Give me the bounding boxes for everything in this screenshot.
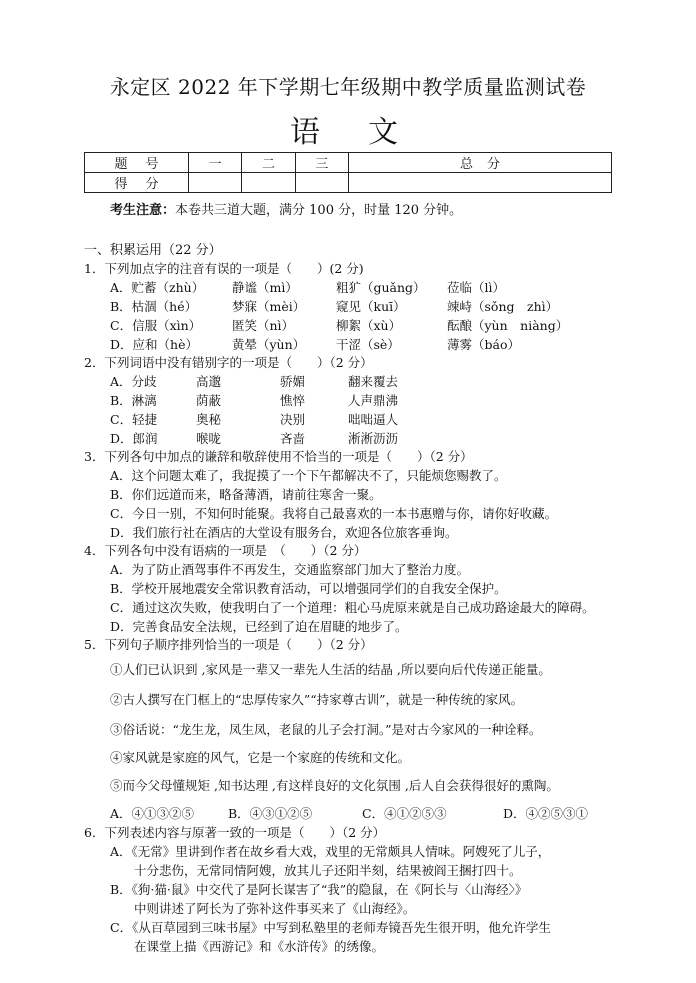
- option: 柳絮（xù）: [336, 318, 402, 333]
- option: B．你们远道而来，略备薄酒，请前往寒舍一聚。: [110, 487, 382, 502]
- option: 梦寐（mèi）: [232, 299, 306, 314]
- score-cell: 总分: [349, 153, 612, 173]
- sentence: ⑤而今父母懂规矩 ,知书达理 ,有这样良好的文化氛围 ,后人自会获得很好的熏陶。: [110, 778, 559, 793]
- question-stem: 4．下列各句中没有语病的一项是 （ ）（2 分）: [84, 543, 367, 558]
- question-stem: 3．下列各句中加点的谦辞和敬辞使用不恰当的一项是（ ）（2 分）: [84, 449, 473, 464]
- question-stem: 2．下列词语中没有错别字的一项是（ ）（2 分）: [84, 355, 373, 370]
- option: 静谧（mì）: [232, 280, 298, 295]
- option: A．这个问题太难了，我捉摸了一个下午都解决不了，只能烦您赐教了。: [110, 468, 507, 483]
- option: B．《狗·猫·鼠》中交代了是阿长谋害了“我”的隐鼠，在《阿长与〈山海经〉》: [110, 882, 528, 897]
- question-stem: 1．下列加点字的注音有误的一项是（ ）(2 分): [84, 261, 364, 276]
- option: B．学校开展地震安全常识教育活动，可以增强同学们的自我安全保护。: [110, 581, 507, 596]
- option: A．贮蓄（zhù）: [110, 280, 205, 295]
- option: 干涩（sè）: [336, 337, 400, 352]
- option: 薄雾（báo）: [447, 337, 520, 352]
- score-cell: 得分: [85, 173, 189, 193]
- question-stem: 5．下列句子顺序排列恰当的一项是（ ）（2 分）: [84, 637, 373, 652]
- option: D．完善食品安全法规，已经到了迫在眉睫的地步了。: [110, 619, 408, 634]
- option: 淅淅沥沥: [348, 431, 399, 446]
- option: 粗犷（guǎng）: [336, 280, 426, 295]
- question-stem: 6．下列表述内容与原著一致的一项是（ ）（2 分）: [84, 825, 386, 840]
- option: 决别: [280, 412, 306, 427]
- option: A．④①③②⑤: [110, 806, 195, 821]
- option: 吝啬: [280, 431, 306, 446]
- score-input-cell: [242, 173, 295, 193]
- option: 憔悴: [280, 393, 306, 408]
- option-continuation: 在课堂上描《西游记》和《水浒传》的绣像。: [134, 939, 385, 954]
- option: D．郎润: [110, 431, 158, 446]
- option: 黄晕（yùn）: [232, 337, 306, 352]
- option: 酝酿（yùn niàng）: [447, 318, 569, 333]
- score-cell: 题号: [85, 153, 189, 173]
- option: D．应和（hè）: [110, 337, 198, 352]
- score-cell: 一: [189, 153, 242, 173]
- option: D．④②⑤③①: [503, 806, 589, 821]
- option: 喉咙: [196, 431, 222, 446]
- option: 竦峙（sǒng zhì）: [447, 299, 559, 314]
- notice-label: 考生注意：: [110, 203, 176, 218]
- score-table-score-row: [85, 173, 612, 193]
- option: C．今日一别，不知何时能聚。我将自己最喜欢的一本书惠赠与你，请你好收藏。: [110, 506, 558, 521]
- option: 翻来覆去: [348, 374, 399, 389]
- option: C．④①②⑤③: [362, 806, 447, 821]
- option: 莅临（lì）: [447, 280, 505, 295]
- exam-title: 永定区 2022 年下学期七年级期中教学质量监测试卷: [109, 75, 587, 99]
- score-cell: 三: [295, 153, 348, 173]
- option: C．通过这次失败，使我明白了一个道理：粗心马虎原来就是自己成功路途最大的障碍。: [110, 600, 595, 615]
- option: A．《无常》里讲到作者在故乡看大戏，戏里的无常颇具人情味。阿嫂死了儿子，: [110, 844, 551, 859]
- option: 荫蔽: [196, 393, 222, 408]
- subject-title: 语文: [290, 115, 446, 150]
- option: 匿笑（nì）: [232, 318, 295, 333]
- option: 奥秘: [196, 412, 222, 427]
- option: 人声鼎沸: [348, 393, 399, 408]
- option-continuation: 中则讲述了阿长为了弥补这件事买来了《山海经》。: [134, 901, 416, 916]
- option-continuation: 十分悲伤，无常同情阿嫂，放其儿子还阳半刻，结果被阎王捆打四十。: [134, 863, 522, 878]
- score-input-cell: [295, 173, 348, 193]
- score-table-header-row: [85, 153, 612, 173]
- option: B．枯涸（hé）: [110, 299, 198, 314]
- score-cell: 二: [242, 153, 295, 173]
- score-input-cell: [189, 173, 242, 193]
- exam-notice: [110, 199, 462, 218]
- option: B．④③①②⑤: [228, 806, 313, 821]
- option: A．分歧: [110, 374, 157, 389]
- option: 高邈: [196, 374, 222, 389]
- section-title: 一、积累运用（22 分）: [84, 243, 222, 258]
- score-input-cell: [349, 173, 612, 193]
- sentence: ③俗话说：“龙生龙，凤生凤，老鼠的儿子会打洞。”是对古今家风的一种诠释。: [110, 722, 542, 737]
- option: B．淋漓: [110, 393, 157, 408]
- option: D．我们旅行社在酒店的大堂设有服务台，欢迎各位旅客垂询。: [110, 525, 458, 540]
- option: 窥见（kuī）: [336, 299, 406, 314]
- option: C．信服（xìn）: [110, 318, 202, 333]
- score-table: [84, 152, 612, 193]
- option: C．《从百草园到三味书屋》中写到私塾里的老师寿镜吾先生很开明，他允许学生: [110, 920, 551, 935]
- notice-text: 本卷共三道大题，满分 100 分，时量 120 分钟。: [175, 203, 463, 218]
- sentence: ①人们已认识到 ,家风是一辈又一辈先人生活的结晶 ,所以要向后代传递正能量。: [110, 662, 551, 677]
- sentence: ②古人撰写在门框上的“忠厚传家久”“持家尊古训”，就是一种传统的家风。: [110, 692, 524, 707]
- sentence: ④家风就是家庭的风气，它是一个家庭的传统和文化。: [110, 750, 411, 765]
- option: 骄媚: [280, 374, 306, 389]
- option: 咄咄逼人: [348, 412, 399, 427]
- option: C．轻捷: [110, 412, 158, 427]
- option: A．为了防止酒驾事件不再发生，交通监察部门加大了整治力度。: [110, 562, 470, 577]
